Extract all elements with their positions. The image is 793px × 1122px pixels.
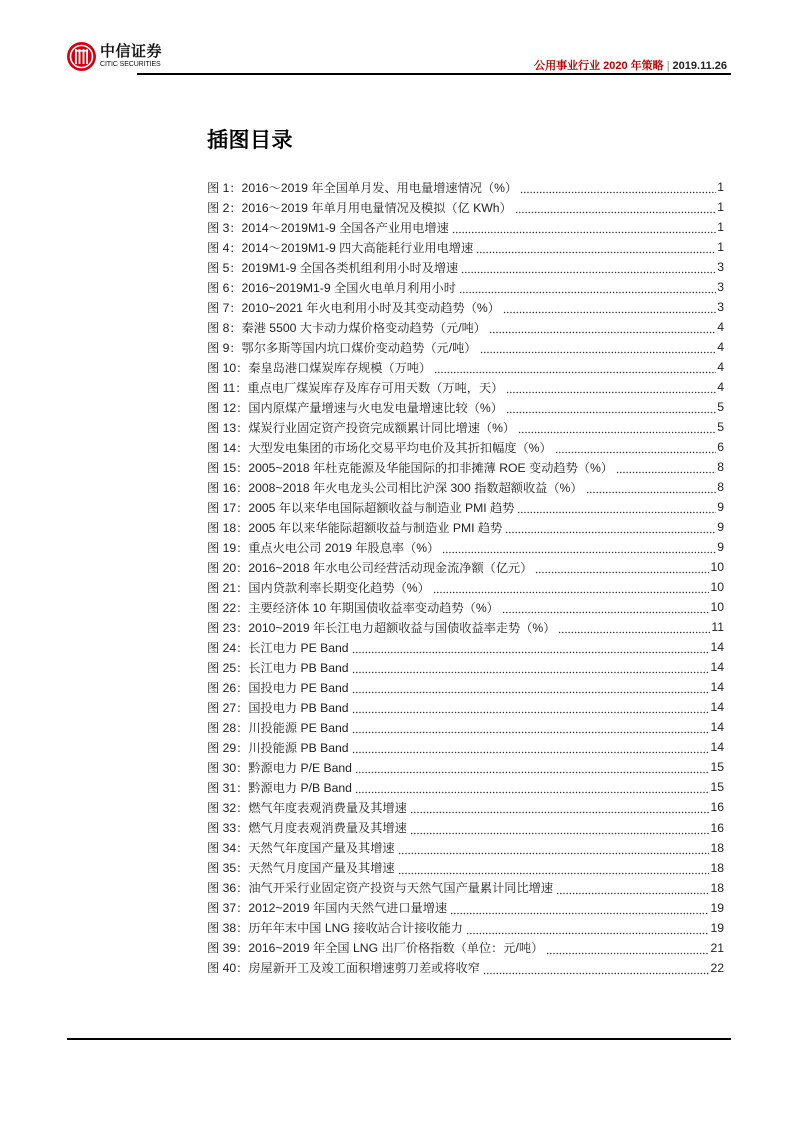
toc-entry-label: 图 29：川投能源 PB Band xyxy=(207,740,349,755)
dot-leader xyxy=(434,362,716,374)
toc-entry[interactable] xyxy=(207,397,724,417)
toc-entry-page: 21 xyxy=(710,940,724,955)
toc-entry[interactable] xyxy=(207,597,724,617)
toc-entry[interactable] xyxy=(207,717,724,737)
toc-entry-label: 图 6：2016~2019M1-9 全国火电单月利用小时 xyxy=(207,280,456,295)
dot-leader xyxy=(452,222,716,234)
toc-entry[interactable] xyxy=(207,357,724,377)
toc-entry-page: 5 xyxy=(717,400,724,415)
toc-entry-page: 4 xyxy=(717,380,724,395)
logo-english-name: CITIC SECURITIES xyxy=(100,61,161,68)
header-separator: | xyxy=(666,60,670,72)
dot-leader xyxy=(517,502,716,514)
toc-entry[interactable] xyxy=(207,898,724,918)
dot-leader xyxy=(502,602,710,614)
toc-entry-page: 1 xyxy=(717,220,724,235)
dot-leader xyxy=(352,742,710,754)
toc-entry-label: 图 28：川投能源 PE Band xyxy=(207,720,349,735)
dot-leader xyxy=(352,662,710,674)
header-divider xyxy=(137,73,731,75)
dot-leader xyxy=(558,622,710,634)
toc-entry-page: 22 xyxy=(710,960,724,975)
toc-entry[interactable] xyxy=(207,477,724,497)
toc-entry-label: 图 18：2005 年以来华能际超额收益与制造业 PMI 趋势 xyxy=(207,520,503,535)
toc-entry-page: 14 xyxy=(710,700,724,715)
toc-entry-label: 图 13：煤炭行业固定资产投资完成额累计同比增速（%） xyxy=(207,420,516,435)
toc-entry-page: 3 xyxy=(717,280,724,295)
dot-leader xyxy=(586,482,717,494)
dot-leader xyxy=(476,242,716,254)
toc-entry[interactable] xyxy=(207,277,724,297)
toc-entry-label: 图 9：鄂尔多斯等国内坑口煤价变动趋势（元/吨） xyxy=(207,340,477,355)
toc-entry[interactable] xyxy=(207,577,724,597)
dot-leader xyxy=(352,702,710,714)
toc-entry-page: 18 xyxy=(710,840,724,855)
toc-entry[interactable] xyxy=(207,377,724,397)
toc-entry-label: 图 26：国投电力 PE Band xyxy=(207,680,349,695)
toc-entry-page: 5 xyxy=(717,420,724,435)
toc-entry[interactable] xyxy=(207,818,724,838)
toc-entry[interactable] xyxy=(207,797,724,817)
dot-leader xyxy=(535,562,709,574)
dot-leader xyxy=(459,282,716,294)
toc-entry-label: 图 34：天然气年度国产量及其增速 xyxy=(207,841,395,856)
dot-leader xyxy=(398,843,710,855)
dot-leader xyxy=(466,923,709,935)
toc-entry-page: 18 xyxy=(710,880,724,895)
toc-entry-label: 图 3：2014～2019M1-9 全国各产业用电增速 xyxy=(207,220,449,235)
dot-leader xyxy=(506,382,716,394)
toc-entry[interactable] xyxy=(207,217,724,237)
toc-entry-label: 图 37：2012~2019 年国内天然气进口量增速 xyxy=(207,901,448,916)
dot-leader xyxy=(515,202,716,214)
toc-entry-page: 3 xyxy=(717,300,724,315)
dot-leader xyxy=(489,322,716,334)
dot-leader xyxy=(433,582,710,594)
toc-entry-page: 3 xyxy=(717,260,724,275)
dot-leader xyxy=(483,963,710,975)
toc-entry-page: 15 xyxy=(710,760,724,775)
figure-list xyxy=(207,177,724,978)
toc-entry-page: 14 xyxy=(710,660,724,675)
footer-divider xyxy=(67,1038,731,1040)
toc-entry[interactable] xyxy=(207,517,724,537)
report-header xyxy=(534,57,727,73)
dot-leader xyxy=(352,642,710,654)
page-title: 插图目录 xyxy=(207,128,293,152)
dot-leader xyxy=(505,522,716,534)
dot-leader xyxy=(352,722,710,734)
toc-entry-page: 8 xyxy=(717,480,724,495)
dot-leader xyxy=(546,943,709,955)
toc-entry[interactable] xyxy=(207,757,724,777)
logo-chinese-name: 中信证券 xyxy=(100,42,163,60)
dot-leader xyxy=(503,302,716,314)
toc-entry[interactable] xyxy=(207,437,724,457)
toc-entry-page: 11 xyxy=(711,620,724,635)
toc-entry-page: 14 xyxy=(710,680,724,695)
dot-leader xyxy=(355,782,709,794)
dot-leader xyxy=(450,903,709,915)
toc-entry[interactable] xyxy=(207,457,724,477)
toc-entry[interactable] xyxy=(207,197,724,217)
toc-entry-label: 图 10：秦皇岛港口煤炭库存规模（万吨） xyxy=(207,360,432,375)
toc-entry-label: 图 12：国内原煤产量增速与火电发电量增速比较（%） xyxy=(207,400,503,415)
toc-entry-label: 图 7：2010~2021 年火电利用小时及其变动趋势（%） xyxy=(207,300,500,315)
toc-entry-label: 图 17：2005 年以来华电国际超额收益与制造业 PMI 趋势 xyxy=(207,500,515,515)
dot-leader xyxy=(555,442,717,454)
toc-entry-page: 19 xyxy=(710,900,724,915)
toc-entry[interactable] xyxy=(207,297,724,317)
toc-entry[interactable] xyxy=(207,918,724,938)
toc-entry-label: 图 15：2005~2018 年杜克能源及华能国际的扣非摊薄 ROE 变动趋势（%） xyxy=(207,460,614,475)
toc-entry-page: 14 xyxy=(710,640,724,655)
toc-entry[interactable] xyxy=(207,737,724,757)
toc-entry[interactable] xyxy=(207,637,724,657)
toc-entry[interactable] xyxy=(207,878,724,898)
toc-entry-page: 16 xyxy=(710,800,724,815)
toc-entry-label: 图 22：主要经济体 10 年期国债收益率变动趋势（%） xyxy=(207,600,499,615)
toc-entry-page: 9 xyxy=(717,520,724,535)
toc-entry[interactable] xyxy=(207,557,724,577)
toc-entry[interactable] xyxy=(207,177,724,197)
toc-entry-page: 1 xyxy=(717,180,724,194)
toc-entry-label: 图 40：房屋新开工及竣工面积增速剪刀差或将收窄 xyxy=(207,961,480,976)
toc-entry-label: 图 24：长江电力 PE Band xyxy=(207,640,349,655)
toc-entry[interactable] xyxy=(207,417,724,437)
toc-entry[interactable] xyxy=(207,657,724,677)
toc-entry-label: 图 2：2016～2019 年单月用电量情况及模拟（亿 KWh） xyxy=(207,200,512,215)
toc-entry-label: 图 14：大型发电集团的市场化交易平均电价及其折扣幅度（%） xyxy=(207,440,552,455)
toc-entry[interactable] xyxy=(207,257,724,277)
toc-entry-label: 图 4：2014～2019M1-9 四大高能耗行业用电增速 xyxy=(207,240,474,255)
toc-entry-label: 图 8：秦港 5500 大卡动力煤价格变动趋势（元/吨） xyxy=(207,320,486,335)
toc-entry-label: 图 19：重点火电公司 2019 年股息率（%） xyxy=(207,540,440,555)
toc-entry-label: 图 23：2010~2019 年长江电力超额收益与国债收益率走势（%） xyxy=(207,620,556,635)
toc-entry[interactable] xyxy=(207,958,724,978)
toc-entry-label: 图 5：2019M1-9 全国各类机组利用小时及增速 xyxy=(207,260,459,275)
dot-leader xyxy=(352,682,710,694)
dot-leader xyxy=(461,262,716,274)
toc-entry-page: 18 xyxy=(710,860,724,875)
toc-entry-label: 图 21：国内贷款利率长期变化趋势（%） xyxy=(207,580,430,595)
toc-entry-label: 图 11：重点电厂煤炭库存及库存可用天数（万吨，天） xyxy=(207,380,504,395)
toc-entry-label: 图 27：国投电力 PB Band xyxy=(207,700,349,715)
toc-entry-page: 10 xyxy=(710,600,724,615)
dot-leader xyxy=(410,802,710,814)
toc-entry-label: 图 1：2016～2019 年全国单月发、用电量增速情况（%） xyxy=(207,180,518,195)
toc-entry-page: 15 xyxy=(710,780,724,795)
toc-entry-page: 9 xyxy=(717,540,724,555)
dot-leader xyxy=(398,863,710,875)
toc-entry-label: 图 39：2016~2019 年全国 LNG 出厂价格指数（单位：元/吨） xyxy=(207,941,544,956)
citic-logo-icon xyxy=(67,42,96,71)
toc-entry-label: 图 31：黔源电力 P/B Band xyxy=(207,780,352,795)
toc-entry-label: 图 20：2016~2018 年水电公司经营活动现金流净额（亿元） xyxy=(207,560,533,575)
toc-entry[interactable] xyxy=(207,537,724,557)
dot-leader xyxy=(518,422,716,434)
toc-entry-page: 4 xyxy=(717,320,724,335)
report-title: 公用事业行业 2020 年策略 xyxy=(534,60,664,72)
dot-leader xyxy=(410,823,710,835)
toc-entry-page: 16 xyxy=(710,820,724,835)
toc-entry-page: 1 xyxy=(717,200,724,215)
toc-entry[interactable] xyxy=(207,677,724,697)
toc-entry-label: 图 30：黔源电力 P/E Band xyxy=(207,760,352,775)
toc-entry-label: 图 36：油气开采行业固定资产投资与天然气国产量累计同比增速 xyxy=(207,881,554,896)
toc-entry-page: 10 xyxy=(710,580,724,595)
toc-entry[interactable] xyxy=(207,337,724,357)
report-date: 2019.11.26 xyxy=(672,60,727,72)
toc-entry-label: 图 25：长江电力 PB Band xyxy=(207,660,349,675)
toc-entry-page: 1 xyxy=(717,240,724,255)
toc-entry-page: 6 xyxy=(717,440,724,455)
dot-leader xyxy=(520,182,716,194)
dot-leader xyxy=(616,462,716,474)
toc-entry-page: 4 xyxy=(717,340,724,355)
toc-entry-label: 图 38：历年年末中国 LNG 接收站合计接收能力 xyxy=(207,921,463,936)
company-logo xyxy=(67,41,162,71)
toc-entry-page: 14 xyxy=(710,720,724,735)
toc-entry[interactable] xyxy=(207,938,724,958)
toc-entry-page: 8 xyxy=(717,460,724,475)
dot-leader xyxy=(480,342,717,354)
dot-leader xyxy=(355,762,709,774)
toc-entry-page: 9 xyxy=(717,500,724,515)
toc-entry-page: 4 xyxy=(717,360,724,375)
toc-entry[interactable] xyxy=(207,858,724,878)
toc-entry-label: 图 32：燃气年度表观消费量及其增速 xyxy=(207,800,407,815)
dot-leader xyxy=(442,542,716,554)
toc-entry[interactable] xyxy=(207,697,724,717)
toc-entry[interactable] xyxy=(207,317,724,337)
toc-entry[interactable] xyxy=(207,237,724,257)
toc-entry[interactable] xyxy=(207,777,724,797)
toc-entry-label: 图 16：2008~2018 年火电龙头公司相比沪深 300 指数超额收益（%） xyxy=(207,480,583,495)
toc-entry-page: 10 xyxy=(710,560,724,575)
toc-entry[interactable] xyxy=(207,838,724,858)
dot-leader xyxy=(506,402,716,414)
toc-entry-label: 图 35：天然气月度国产量及其增速 xyxy=(207,861,395,876)
toc-entry-page: 19 xyxy=(710,920,724,935)
toc-entry[interactable] xyxy=(207,617,724,637)
toc-entry-label: 图 33：燃气月度表观消费量及其增速 xyxy=(207,821,407,835)
toc-entry[interactable] xyxy=(207,497,724,517)
dot-leader xyxy=(556,883,709,895)
toc-entry-page: 14 xyxy=(710,740,724,755)
